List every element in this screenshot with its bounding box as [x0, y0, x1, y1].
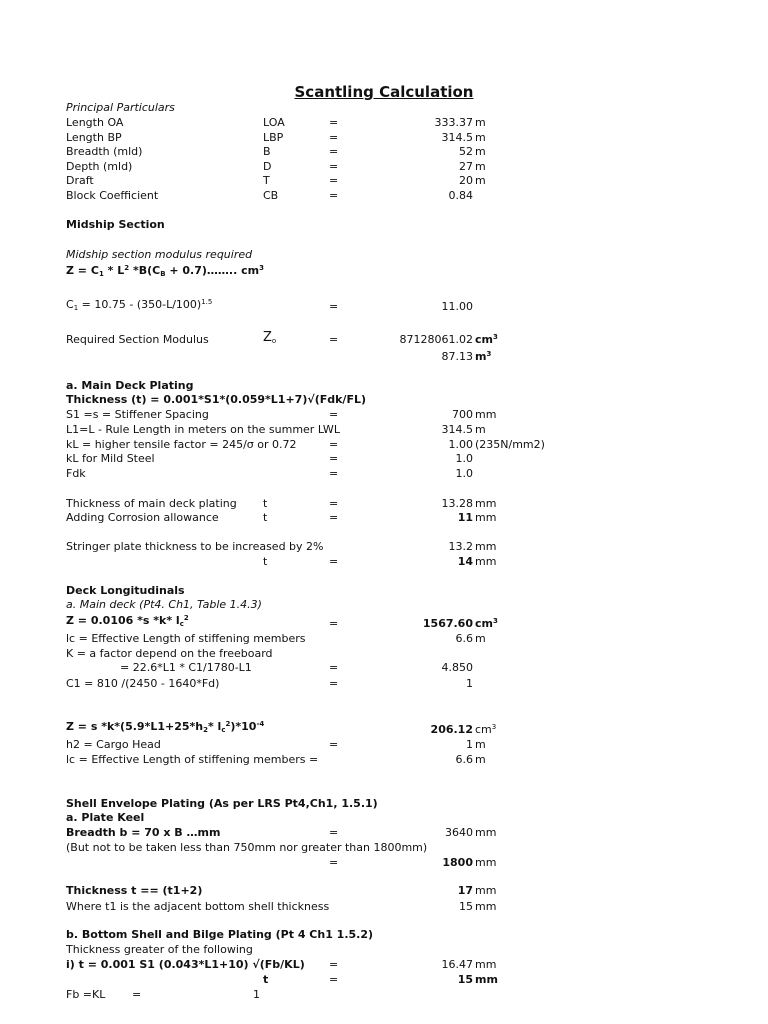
- keel-limit-unit: mm: [475, 856, 497, 869]
- particular-value: 333.37: [434, 116, 473, 129]
- required-modulus-value-m3: 87.13: [441, 350, 473, 363]
- particular-value: 20: [459, 174, 473, 188]
- z2-value: 206.12: [430, 723, 473, 736]
- greater-of-following: Thickness greater of the following: [66, 943, 253, 956]
- stringer-t-unit: mm: [475, 555, 497, 568]
- particular-unit: m: [475, 130, 486, 144]
- z0-symbol: $Z_o$: [263, 330, 277, 345]
- deck-param-label: kL = higher tensile factor = 245/σ or 0.72: [66, 437, 297, 451]
- t1-value: 15: [459, 900, 473, 913]
- particular-value: 0.84: [448, 189, 473, 202]
- deck-param-label: L1=L - Rule Length in meters on the summer LWL: [66, 422, 340, 436]
- stringer-label: Stringer plate thickness to be increased by 2%: [66, 540, 324, 553]
- particular-symbol: LBP: [263, 130, 284, 144]
- c1-fd-label: C1 = 810 /(2450 - 1640*Fd): [66, 677, 220, 690]
- deck-param-value: 700: [452, 408, 473, 421]
- z1-unit: $cm^3$: [475, 617, 498, 630]
- particular-unit: m: [475, 159, 486, 173]
- bottom-thickness-unit: mm: [475, 958, 497, 971]
- particular-equals: =: [329, 189, 339, 202]
- z1-formula: Z = 0.0106 *s *k* $l_c^2$: [66, 614, 189, 628]
- corrosion-symbol: t: [263, 511, 268, 524]
- particular-symbol: T: [263, 174, 270, 188]
- bottom-t-equals: =: [329, 973, 339, 986]
- bottom-thickness-value: 16.47: [441, 958, 473, 971]
- fb-equals: =: [132, 988, 142, 1001]
- section-heading-main-deck: a. Main Deck Plating: [66, 379, 194, 392]
- particular-symbol: LOA: [263, 116, 285, 129]
- particular-value: 52: [459, 145, 473, 159]
- particular-unit: m: [475, 116, 486, 129]
- keel-limit-value: 1800: [442, 856, 473, 869]
- k-label: K = a factor depend on the freeboard: [66, 647, 273, 660]
- particular-value: 27: [459, 159, 473, 173]
- k-formula: = 22.6*L1 * C1/1780-L1: [120, 661, 252, 674]
- corrosion-unit: mm: [475, 511, 497, 524]
- c1-value: 11.00: [441, 300, 473, 313]
- c1-fd-value: 1: [466, 677, 473, 690]
- deck-param-label: Fdk: [66, 467, 86, 481]
- deck-param-unit: (235N/mm2): [475, 437, 545, 451]
- cargo-head-unit: m: [475, 738, 486, 751]
- stringer-t-value: 14: [457, 555, 473, 568]
- deck-param-equals: =: [329, 408, 339, 421]
- midship-subheading: Midship section modulus required: [66, 248, 253, 261]
- particular-label: Depth (mld): [66, 159, 133, 173]
- section-heading-shell: Shell Envelope Plating (As per LRS Pt4,Ch1, 1.5.1): [66, 797, 378, 810]
- c1-formula: $C_1 = 10.75 - (350-L/100)^{1.5}$: [66, 298, 213, 312]
- particular-label: Length OA: [66, 116, 124, 129]
- particular-symbol: CB: [263, 189, 279, 202]
- keel-thickness-value: 17: [457, 884, 473, 897]
- particular-equals: =: [329, 145, 339, 159]
- lc2-label: lc = Effective Length of stiffening members =: [66, 753, 319, 766]
- required-modulus-label: Required Section Modulus: [66, 333, 209, 346]
- particular-unit: m: [475, 145, 486, 159]
- bottom-thickness-formula: i) t = 0.001 S1 (0.043*L1+10) √(Fb/KL): [66, 958, 305, 971]
- bottom-t-symbol: t: [263, 973, 269, 986]
- particular-label: Breadth (mld): [66, 145, 143, 159]
- particular-unit: m: [475, 174, 486, 188]
- deck-param-value: 1.0: [455, 452, 473, 466]
- lc2-unit: m: [475, 753, 486, 766]
- particular-symbol: B: [263, 145, 271, 159]
- keel-thickness-unit: mm: [475, 884, 497, 897]
- fb-value: 1: [253, 988, 260, 1001]
- keel-breadth-equals: =: [329, 826, 339, 839]
- deck-thickness-equals: =: [329, 497, 339, 510]
- particular-label: Draft: [66, 174, 94, 188]
- particular-equals: =: [329, 159, 339, 173]
- bottom-t-unit: mm: [475, 973, 498, 986]
- unit-m3: $m^3$: [475, 350, 492, 363]
- c1-fd-equals: =: [329, 677, 339, 690]
- lc-unit: m: [475, 632, 486, 645]
- required-modulus-equals: =: [329, 333, 339, 346]
- t1-label: Where t1 is the adjacent bottom shell thickness: [66, 900, 330, 913]
- c1-equals: =: [329, 300, 339, 313]
- lc-value: 6.6: [455, 632, 473, 645]
- stringer-unit: mm: [475, 540, 497, 553]
- keel-breadth-value: 3640: [445, 826, 473, 839]
- keel-limit-equals: =: [329, 856, 339, 869]
- z2-unit: $cm^3$: [475, 723, 497, 736]
- deck-param-unit: mm: [475, 408, 497, 421]
- stringer-t-equals: =: [329, 555, 339, 568]
- keel-breadth-note: (But not to be taken less than 750mm nor greater than 1800mm): [66, 841, 428, 854]
- cargo-head-value: 1: [466, 738, 473, 751]
- stringer-t-symbol: t: [263, 555, 268, 568]
- deck-thickness-label: Thickness of main deck plating: [66, 497, 237, 510]
- particular-label: Length BP: [66, 130, 122, 144]
- deck-param-unit: m: [475, 422, 486, 436]
- k-value: 4.850: [441, 661, 473, 674]
- bottom-thickness-equals: =: [329, 958, 339, 971]
- section-modulus-formula: $Z = C_1 * L^2$ $*B(C_B$ + 0.7)…….. $cm^3$: [66, 264, 264, 278]
- keel-breadth-unit: mm: [475, 826, 497, 839]
- particular-equals: =: [329, 116, 339, 129]
- stringer-value: 13.2: [448, 540, 473, 553]
- keel-thickness-label: Thickness t == (t1+2): [66, 884, 203, 897]
- bottom-shell-heading: b. Bottom Shell and Bilge Plating (Pt 4 Ch1 1.5.2): [66, 928, 374, 941]
- deck-param-value: 1.0: [455, 467, 473, 481]
- corrosion-value: 11: [457, 511, 473, 524]
- deck-param-label: kL for Mild Steel: [66, 452, 155, 466]
- deck-param-value: 314.5: [441, 422, 473, 436]
- section-heading-principal: Principal Particulars: [66, 101, 175, 114]
- corrosion-label: Adding Corrosion allowance: [66, 511, 219, 524]
- page-title: Scantling Calculation: [294, 83, 474, 101]
- particular-symbol: D: [263, 159, 272, 173]
- required-modulus-value-cm3: 87128061.02: [399, 333, 473, 346]
- deck-thickness-value: 13.28: [441, 497, 473, 510]
- z1-value: 1567.60: [422, 617, 473, 630]
- cargo-head-equals: =: [329, 738, 339, 751]
- lc-label: lc = Effective Length of stiffening members: [66, 632, 306, 645]
- plate-keel-heading: a. Plate Keel: [66, 811, 145, 824]
- deck-thickness-formula: Thickness (t) = 0.001*S1*(0.059*L1+7)√(Fdk/FL): [66, 393, 366, 406]
- unit-cm3: $cm^3$: [475, 333, 498, 346]
- deck-thickness-unit: mm: [475, 497, 497, 510]
- deck-param-equals: =: [329, 452, 339, 466]
- particular-equals: =: [329, 174, 339, 188]
- cargo-head-label: h2 = Cargo Head: [66, 738, 161, 751]
- k-equals: =: [329, 661, 339, 674]
- deck-thickness-symbol: t: [263, 497, 268, 510]
- section-heading-deck-longitudinals: Deck Longitudinals: [66, 584, 185, 597]
- z1-equals: =: [329, 617, 339, 630]
- keel-breadth-label: Breadth b = 70 x B …mm: [66, 826, 221, 839]
- lc2-value: 6.6: [455, 753, 473, 766]
- deck-param-value: 1.00: [448, 437, 473, 451]
- section-heading-midship: Midship Section: [66, 218, 165, 231]
- particular-value: 314.5: [441, 130, 473, 144]
- particular-label: Block Coefficient: [66, 189, 159, 202]
- deck-param-equals: =: [329, 437, 339, 451]
- corrosion-equals: =: [329, 511, 339, 524]
- deck-param-equals: =: [329, 467, 339, 481]
- z2-formula: Z = s $*k*(5.9*L1+25*h_2*$ $l_c^2)*10^{-4}$: [66, 720, 265, 734]
- bottom-t-value: 15: [457, 973, 473, 986]
- deck-param-label: S1 =s = Stiffener Spacing: [66, 408, 209, 421]
- particular-equals: =: [329, 130, 339, 144]
- t1-unit: mm: [475, 900, 497, 913]
- fb-label: Fb =KL: [66, 988, 106, 1001]
- deck-longitudinals-subheading: a. Main deck (Pt4. Ch1, Table 1.4.3): [66, 598, 262, 611]
